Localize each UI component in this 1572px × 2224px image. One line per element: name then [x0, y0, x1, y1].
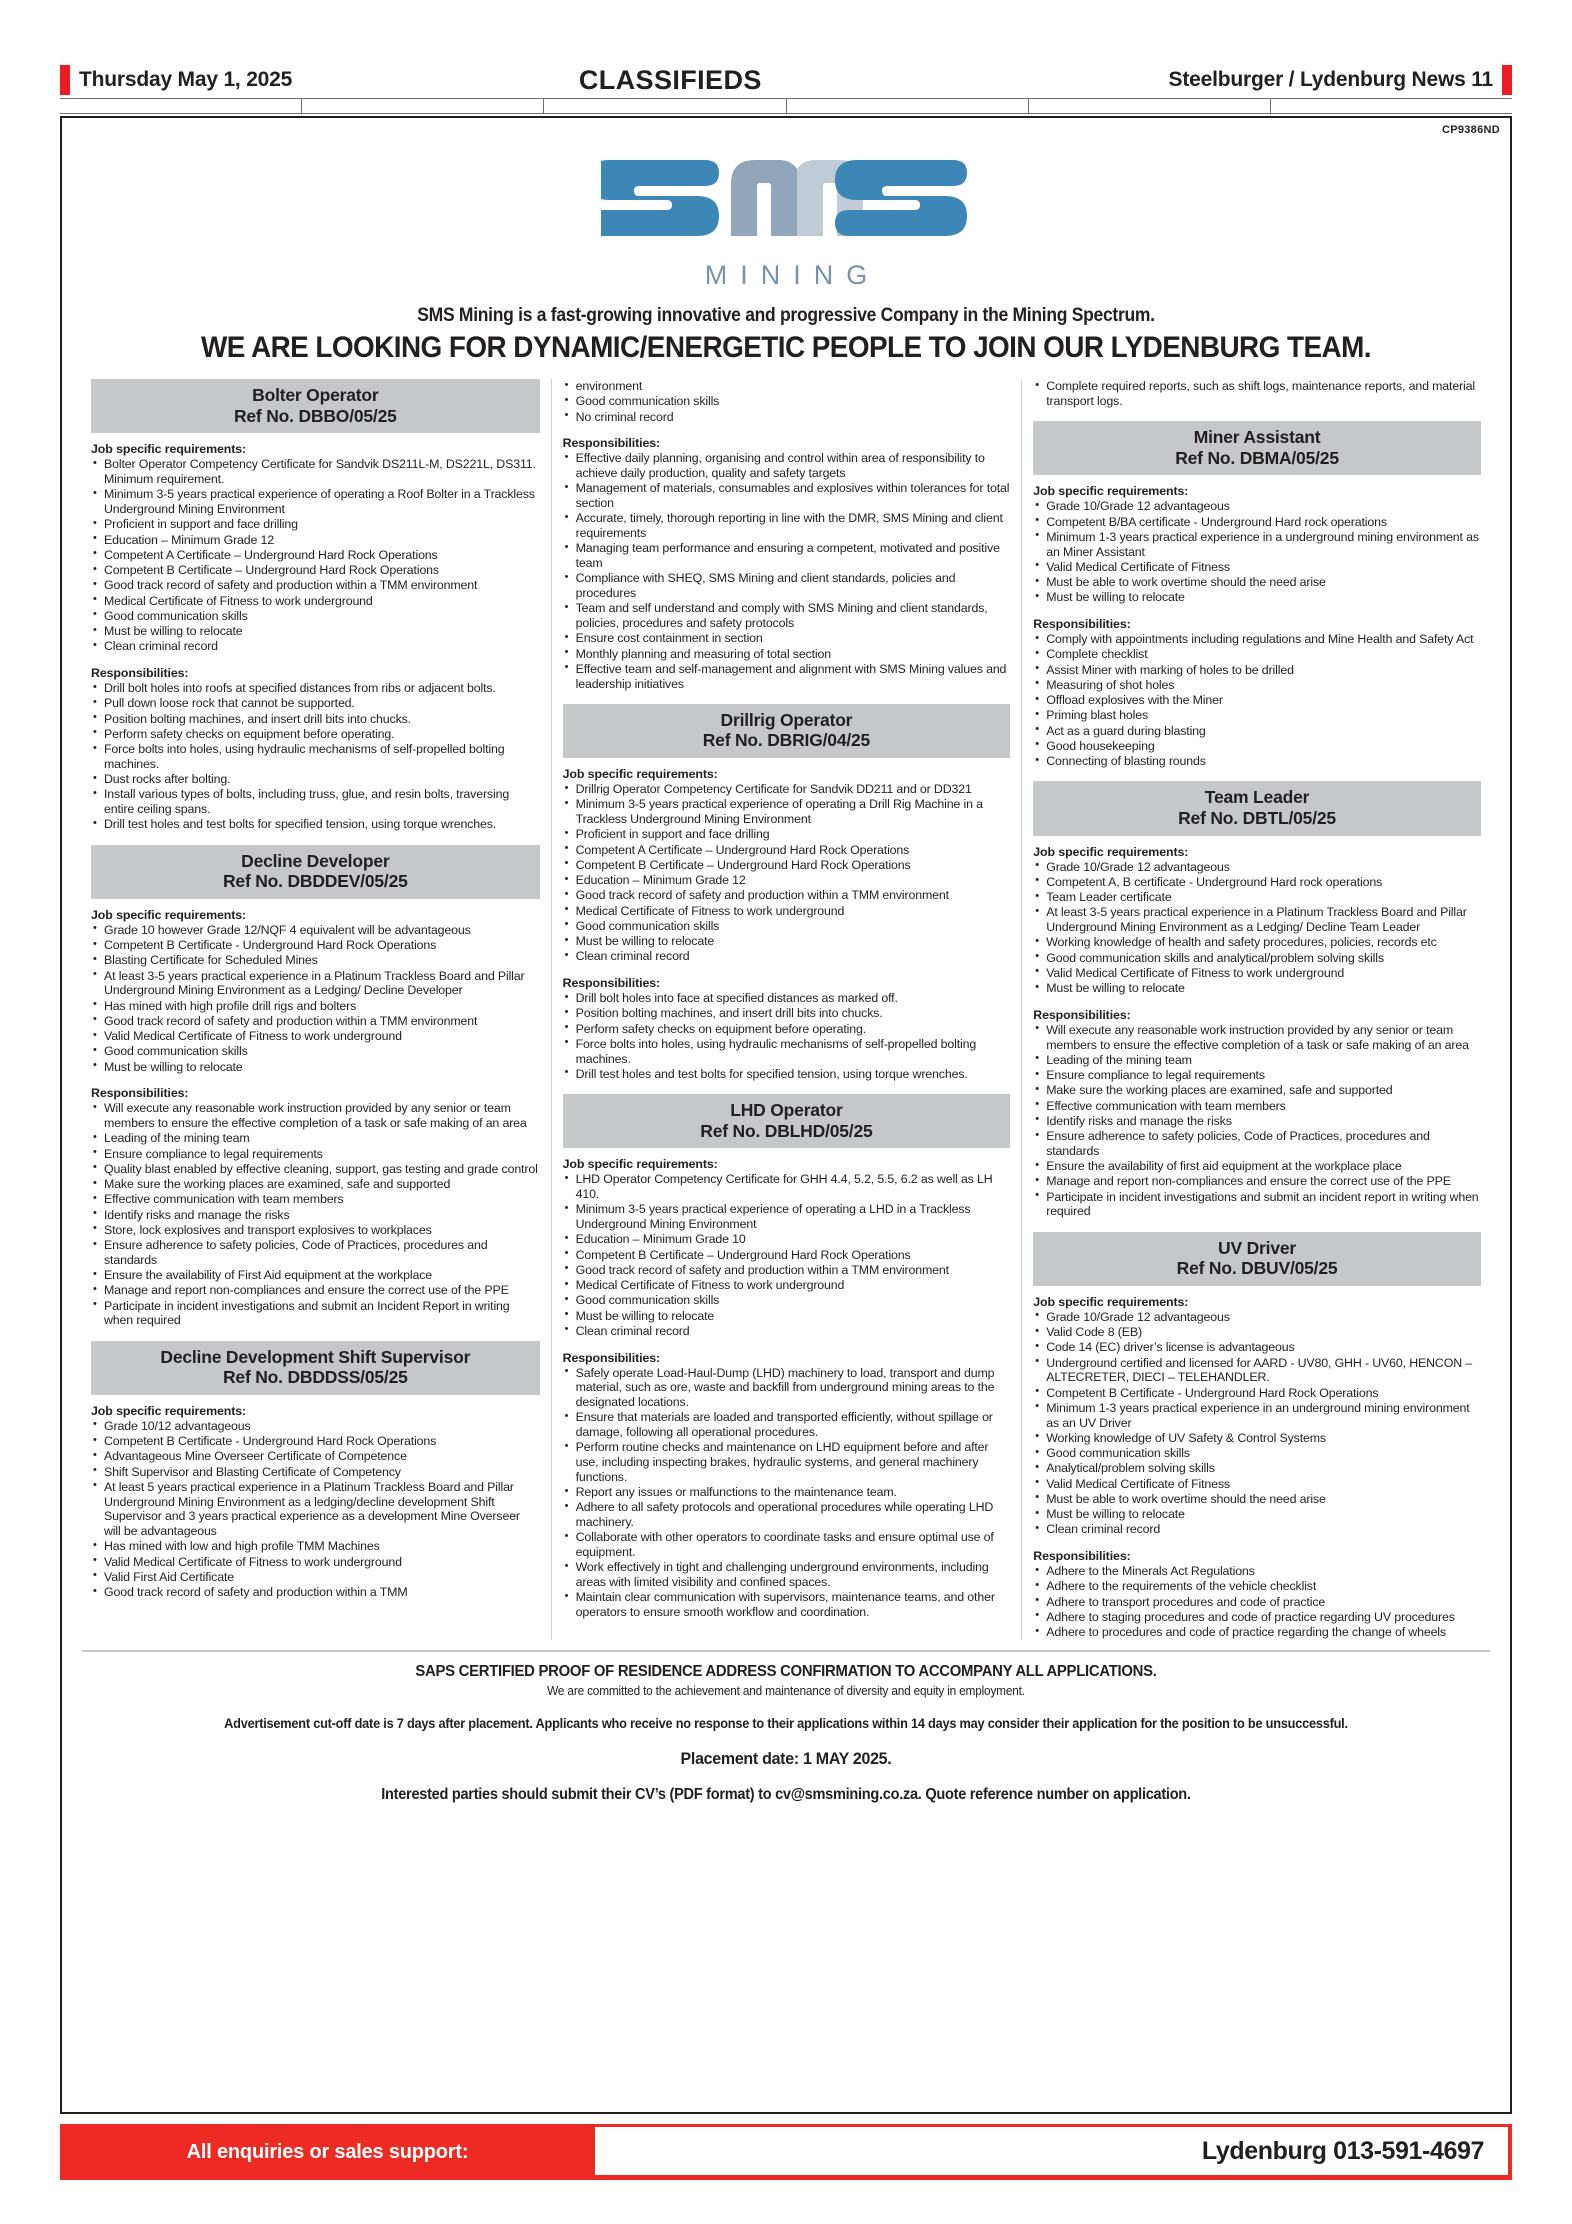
requirements-label: Job specific requirements: — [562, 1157, 718, 1172]
responsibilities-label: Responsibilities: — [562, 436, 661, 451]
list-item: • Medical Certificate of Fitness to work underground — [563, 904, 1011, 919]
list-item: • Education – Minimum Grade 12 — [563, 873, 1011, 888]
responsibilities-label: Responsibilities: — [1033, 617, 1131, 632]
list-item: • Make sure the working places are examined, safe and supported — [91, 1177, 540, 1192]
header-publication: Steelburger / Lydenburg News 11 — [1168, 68, 1493, 91]
list-item: • Adhere to procedures and code of practice regarding the change of wheels — [1033, 1625, 1481, 1640]
sms-mining-logo — [586, 140, 986, 291]
list-item: • Effective team and self-management and alignment with SMS Mining values and leadership initiatives — [563, 662, 1011, 692]
job-header-uv-driver — [1033, 1232, 1481, 1286]
list-item: • Education – Minimum Grade 12 — [91, 533, 540, 548]
job-title: Drillrig Operator — [720, 709, 853, 730]
job-ref: Ref No. DBBO/05/25 — [233, 405, 397, 426]
list-item: • Adhere to transport procedures and code of practice — [1033, 1595, 1481, 1610]
list-item: • Effective communication with team members — [1033, 1099, 1481, 1114]
job-title: Decline Development Shift Supervisor — [160, 1346, 471, 1367]
list-item: • No criminal record — [563, 410, 1011, 425]
list-item: • Clean criminal record — [563, 949, 1011, 964]
list-item: • Accurate, timely, thorough reporting in line with the DMR, SMS Mining and client requirements — [563, 511, 1011, 541]
list-item: • Perform routine checks and maintenance on LHD equipment before and after use, including inspecting brakes, hydraulic systems, and general machinery functions. — [563, 1440, 1011, 1484]
ad-footer — [82, 1650, 1490, 1804]
list-item: • Compliance with SHEQ, SMS Mining and client standards, policies and procedures — [563, 571, 1011, 601]
list-item: • Clean criminal record — [91, 639, 540, 654]
list-item: • Force bolts into holes, using hydraulic mechanisms of self-propelled bolting machines. — [563, 1037, 1011, 1067]
requirements-label: Job specific requirements: — [91, 907, 247, 922]
list-item: • Maintain clear communication with supervisors, maintenance teams, and other operators to ensure smooth workflow and coordination. — [563, 1590, 1011, 1620]
list-item: • Good track record of safety and production within a TMM environment — [563, 1263, 1011, 1278]
contact-bar — [60, 2124, 1512, 2180]
list-item: • Minimum 3-5 years practical experience of operating a Roof Bolter in a Trackless Underground Mining Environment — [91, 487, 540, 517]
list-item: • Must be willing to relocate — [563, 1309, 1011, 1324]
list-item: • Good communication skills — [1033, 1446, 1481, 1461]
list-item: • Team and self understand and comply with SMS Mining and client standards, policies, procedures and safety protocols — [563, 601, 1011, 631]
cutoff-notice: Advertisement cut-off date is 7 days after placement. Applicants who receive no response to their applications within 14 days may consider their application for the position to be unsuccessful. — [224, 1716, 1348, 1732]
list-item: • Good communication skills — [91, 609, 540, 624]
sms-logo-icon — [601, 140, 971, 258]
list-item: • Has mined with high profile drill rigs and bolters — [91, 999, 540, 1014]
list-item: • Good track record of safety and production within a TMM — [91, 1585, 540, 1600]
responsibilities-list-shift-supervisor — [563, 451, 1011, 691]
list-item: • Good communication skills — [563, 1293, 1011, 1308]
column-2 — [551, 379, 1022, 1640]
list-item: • Adhere to staging procedures and code of practice regarding UV procedures — [1033, 1610, 1481, 1625]
job-header-decline-developer — [91, 845, 540, 899]
page-header — [60, 60, 1512, 100]
job-ref: Ref No. DBRIG/04/25 — [702, 730, 871, 751]
job-ref: Ref No. DBDDSS/05/25 — [222, 1367, 408, 1388]
job-ref: Ref No. DBLHD/05/25 — [700, 1120, 873, 1141]
list-item: • Collaborate with other operators to coordinate tasks and ensure optimal use of equipment. — [563, 1530, 1011, 1560]
job-header-miner-assistant — [1033, 421, 1481, 475]
list-item: • Make sure the working places are examined, safe and supported — [1033, 1083, 1481, 1098]
responsibilities-list-miner-assistant — [1033, 632, 1481, 769]
company-tagline: SMS Mining is a fast-growing innovative and progressive Company in the Mining Spectrum. — [417, 305, 1155, 326]
requirements-list-team-leader — [1033, 860, 1481, 996]
list-item: • Drill test holes and test bolts for specified tension, using torque wrenches. — [91, 817, 540, 832]
requirements-label: Job specific requirements: — [91, 442, 247, 457]
list-item: • Store, lock explosives and transport explosives to workplaces — [91, 1223, 540, 1238]
list-item: • Competent B Certificate - Underground Hard Rock Operations — [91, 938, 540, 953]
list-item: • Must be willing to relocate — [563, 934, 1011, 949]
responsibilities-list-uv-driver — [1033, 1564, 1481, 1640]
column-1 — [80, 379, 551, 1640]
logo-subtext: MINING — [704, 260, 881, 290]
list-item: • Perform safety checks on equipment before operating. — [91, 727, 540, 742]
list-item: • Leading of the mining team — [1033, 1053, 1481, 1068]
requirements-list-miner-assistant — [1033, 499, 1481, 605]
list-item: • Competent B Certificate – Underground Hard Rock Operations — [563, 1248, 1011, 1263]
list-item: • Minimum 3-5 years practical experience of operating a Drill Rig Machine in a Trackless Underground Mining Environment — [563, 797, 1011, 827]
requirements-list-drillrig-operator — [563, 782, 1011, 964]
list-item: • At least 3-5 years practical experience in a Platinum Trackless Board and Pillar Underground Mining Environment as a Ledging/ Decline Team Leader — [1033, 905, 1481, 935]
responsibilities-list-drillrig-operator — [563, 991, 1011, 1082]
contact-enquiries-label: All enquiries or sales support: — [186, 2140, 469, 2163]
list-item: • Advantageous Mine Overseer Certificate of Competence — [91, 1449, 540, 1464]
responsibilities-continuation-lhd-operator — [1033, 379, 1481, 409]
list-item: • Working knowledge of health and safety procedures, policies, records etc — [1033, 935, 1481, 950]
list-item: • Pull down loose rock that cannot be supported. — [91, 696, 540, 711]
list-item: • Clean criminal record — [1033, 1522, 1481, 1537]
list-item: • Adhere to the Minerals Act Regulations — [1033, 1564, 1481, 1579]
job-ref: Ref No. DBDDEV/05/25 — [222, 871, 408, 892]
list-item: • Ensure adherence to safety policies, Code of Practices, procedures and standards — [91, 1238, 540, 1268]
list-item: • Act as a guard during blasting — [1033, 724, 1481, 739]
list-item: • Clean criminal record — [563, 1324, 1011, 1339]
red-accent-bar-right — [1502, 65, 1512, 95]
list-item: • Valid Medical Certificate of Fitness — [1033, 560, 1481, 575]
list-item: • Competent A Certificate – Underground Hard Rock Operations — [563, 843, 1011, 858]
list-item: • Must be willing to relocate — [1033, 981, 1481, 996]
list-item: • Has mined with low and high profile TMM Machines — [91, 1539, 540, 1554]
list-item: • Valid Medical Certificate of Fitness — [1033, 1477, 1481, 1492]
recruitment-headline: WE ARE LOOKING FOR DYNAMIC/ENERGETIC PEOPLE TO JOIN OUR LYDENBURG TEAM. — [201, 331, 1371, 364]
column-3 — [1021, 379, 1492, 1640]
list-item: • Managing team performance and ensuring a competent, motivated and positive team — [563, 541, 1011, 571]
list-item: • Measuring of shot holes — [1033, 678, 1481, 693]
list-item: • Good track record of safety and production within a TMM environment — [563, 888, 1011, 903]
list-item: • Good communication skills and analytical/problem solving skills — [1033, 951, 1481, 966]
list-item: • Valid Medical Certificate of Fitness to work underground — [91, 1555, 540, 1570]
advertisement-frame — [60, 116, 1512, 2114]
list-item: • Drill test holes and test bolts for specified tension, using torque wrenches. — [563, 1067, 1011, 1082]
job-header-bolter-operator — [91, 379, 540, 433]
rule-cell — [60, 99, 302, 113]
list-item: • Work effectively in tight and challenging underground environments, including areas with limited visibility and confined spaces. — [563, 1560, 1011, 1590]
list-item: • Bolter Operator Competency Certificate for Sandvik DS211L-M, DS221L, DS311. Minimum requirement. — [91, 457, 540, 487]
job-ref: Ref No. DBUV/05/25 — [1176, 1258, 1338, 1279]
list-item: • Position bolting machines, and insert drill bits into chucks. — [91, 712, 540, 727]
list-item: • Working knowledge of UV Safety & Control Systems — [1033, 1431, 1481, 1446]
list-item: • Identify risks and manage the risks — [1033, 1114, 1481, 1129]
list-item: • Priming blast holes — [1033, 708, 1481, 723]
requirements-label: Job specific requirements: — [91, 1403, 247, 1418]
list-item: • Drill bolt holes into face at specified distances as marked off. — [563, 991, 1011, 1006]
list-item: • Valid First Aid Certificate — [91, 1570, 540, 1585]
list-item: • Analytical/problem solving skills — [1033, 1461, 1481, 1476]
job-ref: Ref No. DBMA/05/25 — [1175, 447, 1339, 468]
list-item: • Must be willing to relocate — [1033, 590, 1481, 605]
saps-notice: SAPS CERTIFIED PROOF OF RESIDENCE ADDRESS CONFIRMATION TO ACCOMPANY ALL APPLICATIONS. — [415, 1663, 1157, 1681]
job-columns — [80, 379, 1492, 1640]
list-item: • Grade 10/Grade 12 advantageous — [1033, 499, 1481, 514]
list-item: • Competent A Certificate – Underground Hard Rock Operations — [91, 548, 540, 563]
list-item: • Complete required reports, such as shift logs, maintenance reports, and material transport logs. — [1033, 379, 1481, 409]
ad-code: CP9386ND — [1441, 124, 1500, 136]
job-header-decline-development-shift-supervisor — [91, 1341, 540, 1395]
responsibilities-label: Responsibilities: — [91, 1086, 189, 1101]
list-item: • Offload explosives with the Miner — [1033, 693, 1481, 708]
list-item: • Minimum 1-3 years practical experience in an underground mining environment as an UV Driver — [1033, 1401, 1481, 1431]
rule-cell — [787, 99, 1029, 113]
requirements-list-bolter-operator — [91, 457, 540, 654]
list-item: • At least 5 years practical experience in a Platinum Trackless Board and Pillar Underground Mining Environment as a ledging/decline development Shift Supervisor and 3 years practical experience as a development Mine Overseer will be advantageous — [91, 1480, 540, 1539]
job-title: Bolter Operator — [252, 385, 379, 405]
list-item: • Ensure the availability of First Aid equipment at the workplace — [91, 1268, 540, 1283]
list-item: • Grade 10/12 advantageous — [91, 1419, 540, 1434]
responsibilities-label: Responsibilities: — [1033, 1007, 1131, 1022]
list-item: • Drill bolt holes into roofs at specified distances from ribs or adjacent bolts. — [91, 681, 540, 696]
requirements-label: Job specific requirements: — [1033, 484, 1189, 499]
requirements-list-shift-supervisor — [91, 1419, 540, 1600]
list-item: • Proficient in support and face drilling — [91, 517, 540, 532]
list-item: • Good communication skills — [91, 1044, 540, 1059]
list-item: • Manage and report non-compliances and ensure the correct use of the PPE — [91, 1283, 540, 1298]
list-item: • Safely operate Load-Haul-Dump (LHD) machinery to load, transport and dump material, such as ore, waste and backfill from underground mining areas to the designated locations. — [563, 1366, 1011, 1410]
requirements-list-decline-developer — [91, 923, 540, 1075]
list-item: • Code 14 (EC) driver’s license is advantageous — [1033, 1340, 1481, 1355]
list-item: • Good communication skills — [563, 919, 1011, 934]
list-item: • Must be able to work overtime should the need arise — [1033, 1492, 1481, 1507]
rule-cell — [1271, 99, 1512, 113]
list-item: • Adhere to all safety protocols and operational procedures while operating LHD machinery. — [563, 1500, 1011, 1530]
job-title: Miner Assistant — [1193, 427, 1321, 447]
list-item: • Adhere to the requirements of the vehicle checklist — [1033, 1579, 1481, 1594]
list-item: • Effective communication with team members — [91, 1192, 540, 1207]
responsibilities-label: Responsibilities: — [91, 666, 189, 681]
list-item: • Dust rocks after bolting. — [91, 772, 540, 787]
list-item: • Leading of the mining team — [91, 1131, 540, 1146]
requirements-label: Job specific requirements: — [1033, 1294, 1189, 1309]
list-item: • Grade 10/Grade 12 advantageous — [1033, 1310, 1481, 1325]
header-section-title: CLASSIFIEDS — [578, 64, 762, 95]
contact-phone-number[interactable]: Lydenburg 013-591-4697 — [595, 2127, 1508, 2175]
list-item: • Position bolting machines, and insert drill bits into chucks. — [563, 1006, 1011, 1021]
list-item: • Minimum 3-5 years practical experience of operating a LHD in a Trackless Underground Mining Environment — [563, 1202, 1011, 1232]
list-item: • Valid Medical Certificate of Fitness to work underground — [91, 1029, 540, 1044]
header-date: Thursday May 1, 2025 — [79, 68, 293, 91]
list-item: • Competent B Certificate - Underground Hard Rock Operations — [91, 1434, 540, 1449]
list-item: • Participate in incident investigations and submit an incident report in writing when required — [1033, 1190, 1481, 1220]
list-item: • Ensure the availability of first aid equipment at the workplace place — [1033, 1159, 1481, 1174]
list-item: • Good communication skills — [563, 394, 1011, 409]
rule-cell — [1029, 99, 1271, 113]
list-item: • Good housekeeping — [1033, 739, 1481, 754]
list-item: • Education – Minimum Grade 10 — [563, 1232, 1011, 1247]
list-item: • Manage and report non-compliances and ensure the correct use of the PPE — [1033, 1174, 1481, 1189]
list-item: • Ensure compliance to legal requirements — [91, 1147, 540, 1162]
list-item: • Perform safety checks on equipment before operating. — [563, 1022, 1011, 1037]
requirements-list-lhd-operator — [563, 1172, 1011, 1338]
list-item: • Monthly planning and measuring of total section — [563, 647, 1011, 662]
list-item: • Effective daily planning, organising and control within area of responsibility to achieve daily production, quality and safety targets — [563, 451, 1011, 481]
list-item: • Report any issues or malfunctions to the maintenance team. — [563, 1485, 1011, 1500]
rule-cell — [544, 99, 786, 113]
list-item: • Medical Certificate of Fitness to work underground — [91, 594, 540, 609]
list-item: • Force bolts into holes, using hydraulic mechanisms of self-propelled bolting machines. — [91, 742, 540, 772]
list-item: • Competent B Certificate – Underground Hard Rock Operations — [91, 563, 540, 578]
list-item: • Participate in incident investigations and submit an Incident Report in writing when required — [91, 1299, 540, 1329]
list-item: • Install various types of bolts, including truss, glue, and resin bolts, traversing entire ceiling spans. — [91, 787, 540, 817]
list-item: • Team Leader certificate — [1033, 890, 1481, 905]
requirements-label: Job specific requirements: — [1033, 844, 1189, 859]
equity-statement: We are committed to the achievement and maintenance of diversity and equity in employment. — [547, 1684, 1025, 1699]
list-item: • Quality blast enabled by effective cleaning, support, gas testing and grade control — [91, 1162, 540, 1177]
red-accent-bar-left — [60, 65, 70, 95]
list-item: • Competent B Certificate – Underground Hard Rock Operations — [563, 858, 1011, 873]
responsibilities-list-team-leader — [1033, 1023, 1481, 1219]
list-item: • Must be willing to relocate — [91, 624, 540, 639]
list-item: • Medical Certificate of Fitness to work underground — [563, 1278, 1011, 1293]
list-item: • Valid Medical Certificate of Fitness to work underground — [1033, 966, 1481, 981]
list-item: • Assist Miner with marking of holes to be drilled — [1033, 663, 1481, 678]
list-item: • Ensure cost containment in section — [563, 631, 1011, 646]
rule-cell — [302, 99, 544, 113]
list-item: • Minimum 1-3 years practical experience in a underground mining environment as an Miner Assistant — [1033, 530, 1481, 560]
list-item: • Grade 10 however Grade 12/NQF 4 equivalent will be advantageous — [91, 923, 540, 938]
list-item: • Competent A, B certificate - Underground Hard rock operations — [1033, 875, 1481, 890]
list-item: • Blasting Certificate for Scheduled Mines — [91, 953, 540, 968]
list-item: • Will execute any reasonable work instruction provided by any senior or team members to ensure the effective completion of a task or safe making of an area — [91, 1101, 540, 1131]
list-item: • Grade 10/Grade 12 advantageous — [1033, 860, 1481, 875]
list-item: • Connecting of blasting rounds — [1033, 754, 1481, 769]
header-rule — [60, 98, 1512, 114]
list-item: • Must be able to work overtime should the need arise — [1033, 575, 1481, 590]
responsibilities-label: Responsibilities: — [1033, 1549, 1131, 1564]
list-item: • Ensure that materials are loaded and transported efficiently, without spillage or damage, following all operational procedures. — [563, 1410, 1011, 1440]
list-item: • Comply with appointments including regulations and Mine Health and Safety Act — [1033, 632, 1481, 647]
responsibilities-label: Responsibilities: — [562, 1350, 661, 1365]
list-item: • Ensure compliance to legal requirements — [1033, 1068, 1481, 1083]
requirements-list-uv-driver — [1033, 1310, 1481, 1537]
list-item: • Must be willing to relocate — [91, 1060, 540, 1075]
list-item: • Proficient in support and face drilling — [563, 827, 1011, 842]
list-item: • Competent B Certificate - Underground Hard Rock Operations — [1033, 1386, 1481, 1401]
list-item: • Shift Supervisor and Blasting Certificate of Competency — [91, 1465, 540, 1480]
placement-date: Placement date: 1 MAY 2025. — [680, 1749, 892, 1769]
job-header-drillrig-operator — [563, 704, 1011, 758]
job-header-lhd-operator — [563, 1094, 1011, 1148]
responsibilities-list-bolter-operator — [91, 681, 540, 832]
list-item: • Valid Code 8 (EB) — [1033, 1325, 1481, 1340]
requirements-continuation-shift-supervisor — [563, 379, 1011, 424]
responsibilities-list-lhd-operator — [563, 1366, 1011, 1620]
job-title: UV Driver — [1218, 1237, 1296, 1258]
list-item: • LHD Operator Competency Certificate for GHH 4.4, 5.2, 5.5, 6.2 as well as LH 410. — [563, 1172, 1011, 1202]
list-item: • Competent B/BA certificate - Underground Hard rock operations — [1033, 515, 1481, 530]
job-title: LHD Operator — [730, 1100, 843, 1121]
list-item: • Management of materials, consumables and explosives within tolerances for total section — [563, 481, 1011, 511]
cv-submission-notice: Interested parties should submit their CV’s (PDF format) to cv@smsmining.co.za. Quote reference number on application. — [381, 1786, 1191, 1804]
requirements-label: Job specific requirements: — [562, 767, 718, 782]
list-item: • Drillrig Operator Competency Certificate for Sandvik DD211 and or DD321 — [563, 782, 1011, 797]
job-header-team-leader — [1033, 781, 1481, 835]
list-item: • Complete checklist — [1033, 647, 1481, 662]
job-title: Team Leader — [1204, 787, 1310, 808]
list-item: • Ensure adherence to safety policies, Code of Practices, procedures and standards — [1033, 1129, 1481, 1159]
list-item: • At least 3-5 years practical experience in a Platinum Trackless Board and Pillar Underground Mining Environment as a Ledging/ Decline Developer — [91, 969, 540, 999]
job-ref: Ref No. DBTL/05/25 — [1178, 807, 1336, 828]
list-item: • Good track record of safety and production within a TMM environment — [91, 1014, 540, 1029]
list-item: • Must be willing to relocate — [1033, 1507, 1481, 1522]
responsibilities-label: Responsibilities: — [562, 976, 661, 991]
list-item: • Underground certified and licensed for AARD - UV80, GHH - UV60, HENCON – ALTECRETER, DIECI – TELEHANDLER. — [1033, 1356, 1481, 1386]
job-title: Decline Developer — [241, 850, 390, 871]
list-item: • Good track record of safety and production within a TMM environment — [91, 578, 540, 593]
list-item: • Will execute any reasonable work instruction provided by any senior or team members to ensure the effective completion of a task or safe making of an area — [1033, 1023, 1481, 1053]
list-item-continuation: • environment — [563, 379, 1011, 394]
list-item: • Identify risks and manage the risks — [91, 1208, 540, 1223]
responsibilities-list-decline-developer — [91, 1101, 540, 1328]
